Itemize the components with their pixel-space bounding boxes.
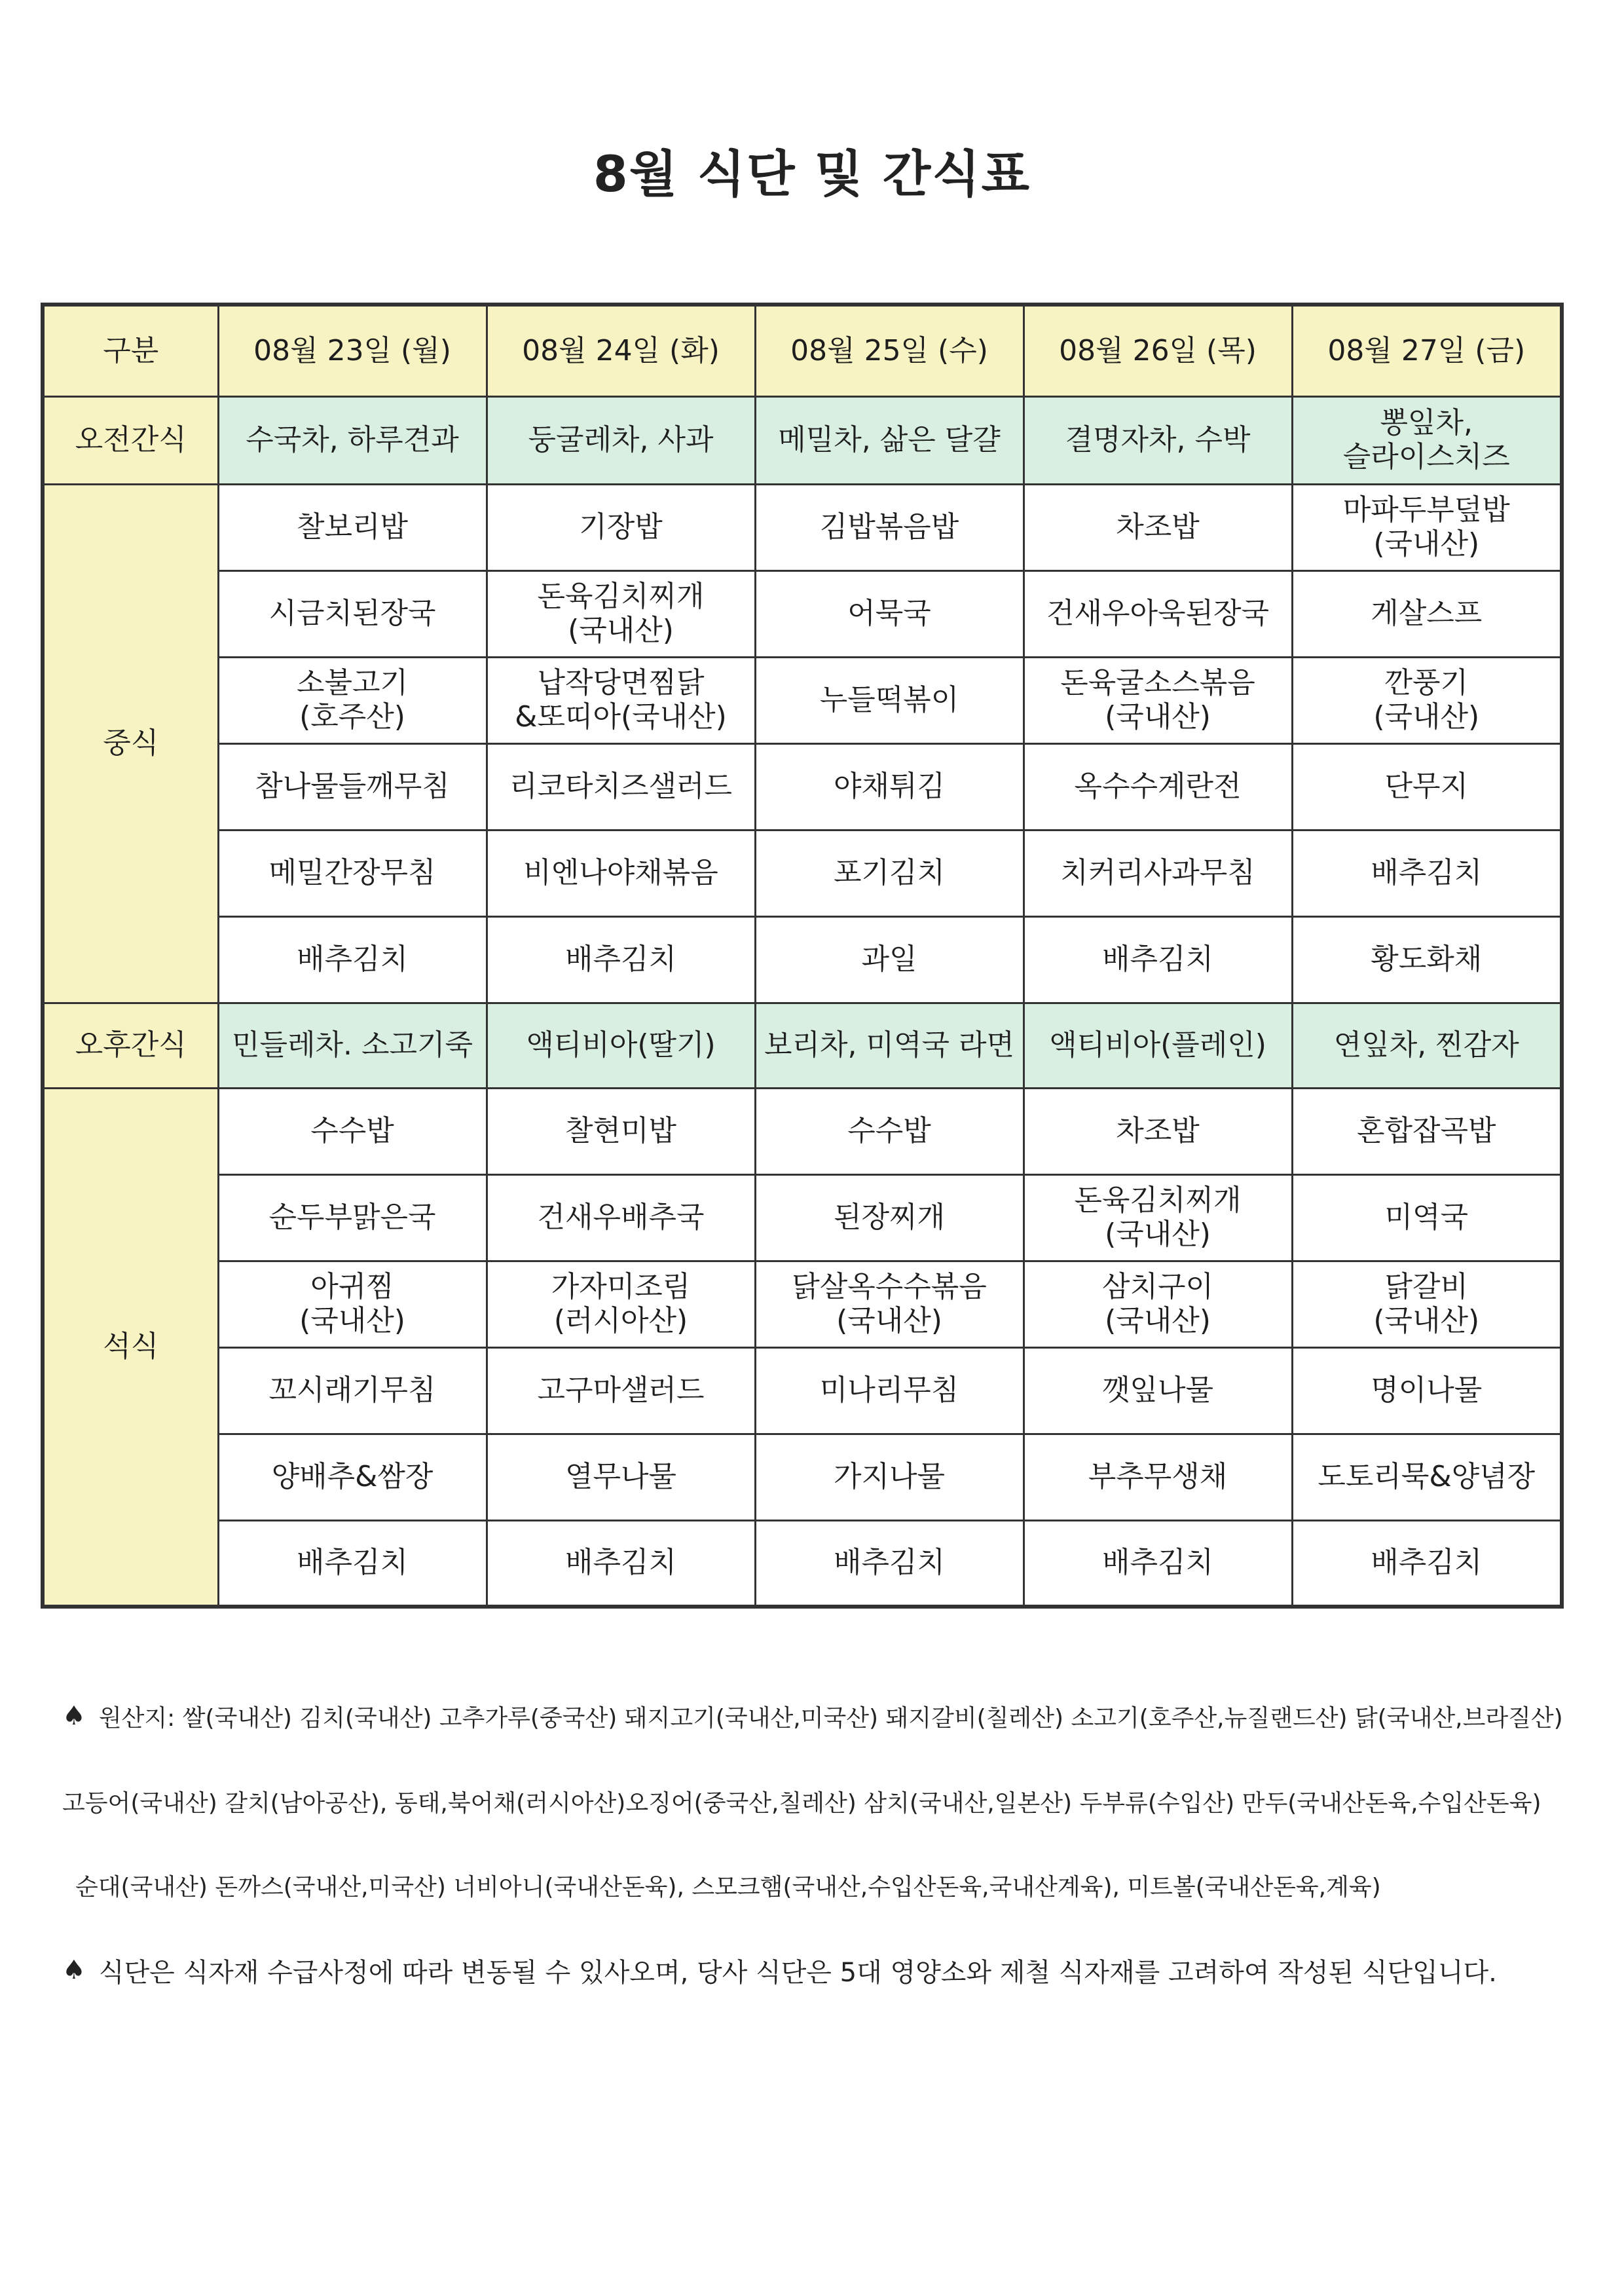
- lunch-cell: [218, 570, 487, 657]
- dinner-cell: [1292, 1088, 1562, 1174]
- lunch-cell: [1292, 657, 1562, 743]
- dish-text: 닭살옥수수볶음: [792, 1270, 987, 1303]
- lunch-cell: [1024, 830, 1292, 916]
- morning-snack-label: 오전간식: [43, 396, 218, 484]
- dish-text: (국내산): [1105, 1304, 1211, 1337]
- dish-text: 배추김치: [564, 942, 676, 976]
- dish-text: 가자미조림: [551, 1270, 691, 1303]
- afternoon-snack-cell: 보리차, 미역국 라면: [755, 1003, 1024, 1088]
- day-header: 08월 27일 (금): [1292, 305, 1562, 396]
- dish-text: 야채튀김: [833, 770, 945, 803]
- afternoon-snack-cell: 민들레차. 소고기죽: [218, 1003, 487, 1088]
- afternoon-snack-row: [43, 1003, 1562, 1088]
- dish-text: 어묵국: [847, 597, 931, 630]
- origin-text-1: 원산지: 쌀(국내산) 김치(국내산) 고추가루(중국산) 돼지고기(국내산,미국산) 돼지갈비(칠레산) 소고기(호주산,뉴질랜드산) 닭(국내산,브라질산): [98, 1704, 1563, 1732]
- dish-text: 아귀찜: [310, 1270, 394, 1303]
- dish-text: 깻잎나물: [1101, 1373, 1213, 1407]
- dish-text: (국내산): [1105, 700, 1211, 734]
- dish-text: 꼬시래기무침: [268, 1373, 436, 1407]
- dinner-row: [43, 1347, 1562, 1434]
- dish-text: 소불고기: [296, 666, 408, 700]
- dish-text: 돈육김치찌개: [537, 580, 705, 613]
- dinner-row: [43, 1520, 1562, 1607]
- dish-text: 단무지: [1384, 770, 1468, 803]
- dish-text: 혼합잡곡밥: [1356, 1114, 1496, 1148]
- dinner-cell: [487, 1347, 755, 1434]
- lunch-cell: [218, 830, 487, 916]
- dish-text: 메밀간장무침: [268, 856, 436, 889]
- dish-text: (호주산): [299, 700, 405, 734]
- dish-text: 배추김치: [1101, 942, 1213, 976]
- dish-text: 황도화채: [1371, 942, 1483, 976]
- dish-text: 배추김치: [833, 1546, 945, 1580]
- afternoon-snack-label: 오후간식: [43, 1003, 218, 1088]
- lunch-cell: [1024, 916, 1292, 1003]
- day-header: 08월 24일 (화): [487, 305, 755, 396]
- lunch-cell: [487, 484, 755, 570]
- dinner-label: 석식: [43, 1088, 218, 1607]
- page-title: 8월 식단 및 간식표: [593, 145, 1031, 203]
- lunch-cell: [1024, 743, 1292, 830]
- dish-text: 치커리사과무침: [1060, 856, 1255, 889]
- header-row: [43, 305, 1562, 396]
- dish-text: 배추김치: [1371, 1546, 1483, 1580]
- dish-text: 납작당면찜닭: [537, 666, 705, 700]
- lunch-cell: [1024, 570, 1292, 657]
- dish-text: 도토리묵&양념장: [1318, 1460, 1536, 1493]
- origin-text-2: 고등어(국내산) 갈치(남아공산), 동태,북어채(러시아산)오징어(중국산,칠레산) 삼치(국내산,일본산) 두부류(수입산) 만두(국내산돈육,수입산돈육): [62, 1789, 1541, 1817]
- lunch-cell: [487, 570, 755, 657]
- lunch-cell: [218, 484, 487, 570]
- dish-text: 배추김치: [1101, 1546, 1213, 1580]
- dish-text: 수수밥: [310, 1114, 394, 1148]
- dish-text: (국내산): [299, 1304, 405, 1337]
- day-header: 08월 26일 (목): [1024, 305, 1292, 396]
- dinner-cell: [1292, 1261, 1562, 1347]
- origin-text-3: 순대(국내산) 돈까스(국내산,미국산) 너비아니(국내산돈육), 스모크햄(국내산,수입산돈육,국내산계육), 미트볼(국내산돈육,계육): [75, 1873, 1381, 1901]
- origin-note-line-2: [62, 1782, 1541, 1821]
- dish-text: &또띠아(국내산): [515, 700, 727, 734]
- lunch-cell: [755, 570, 1024, 657]
- dinner-row: [43, 1088, 1562, 1174]
- afternoon-snack-cell: 액티비아(딸기): [487, 1003, 755, 1088]
- dish-text: 열무나물: [564, 1460, 676, 1493]
- dinner-cell: [755, 1088, 1024, 1174]
- lunch-label: 중식: [43, 484, 218, 1003]
- dinner-cell: [487, 1434, 755, 1520]
- dish-text: (국내산): [1373, 700, 1480, 734]
- dish-text: 삼치구이: [1101, 1270, 1213, 1303]
- dinner-cell: [755, 1520, 1024, 1607]
- dinner-cell: [1024, 1261, 1292, 1347]
- dish-text: 배추김치: [1371, 856, 1483, 889]
- dinner-row: [43, 1174, 1562, 1261]
- dish-text: 시금치된장국: [268, 597, 436, 630]
- lunch-cell: [487, 657, 755, 743]
- dinner-cell: [755, 1261, 1024, 1347]
- dish-text: (국내산): [836, 1304, 942, 1337]
- lunch-cell: [487, 916, 755, 1003]
- dish-text: 포기김치: [833, 856, 945, 889]
- dish-text: (국내산): [1373, 1304, 1480, 1337]
- dinner-cell: [487, 1261, 755, 1347]
- dish-text: 배추김치: [296, 942, 408, 976]
- dish-text: 참나물들깨무침: [255, 770, 450, 803]
- lunch-cell: [218, 743, 487, 830]
- dinner-cell: [218, 1088, 487, 1174]
- dish-text: 배추김치: [296, 1546, 408, 1580]
- origin-note-line-3: [75, 1865, 1381, 1905]
- dish-text: 마파두부덮밥: [1342, 493, 1510, 527]
- dish-text: 된장찌개: [833, 1201, 945, 1234]
- header-label: 구분: [43, 305, 218, 396]
- dish-text: 건새우배추국: [537, 1201, 705, 1234]
- lunch-cell: [1292, 830, 1562, 916]
- morning-snack-row: [43, 396, 1562, 484]
- dish-text: 부추무생채: [1088, 1460, 1228, 1493]
- disclaimer-text: 식단은 식자재 수급사정에 따라 변동될 수 있사오며, 당사 식단은 5대 영양소와 제철 식자재를 고려하여 작성된 식단입니다.: [98, 1957, 1497, 1988]
- dish-text: 옥수수계란전: [1074, 770, 1242, 803]
- lunch-cell: [755, 830, 1024, 916]
- dish-text: 순두부맑은국: [268, 1201, 436, 1234]
- morning-snack-cell: 둥굴레차, 사과: [487, 396, 755, 484]
- dish-text: 미나리무침: [819, 1373, 959, 1407]
- dish-text: 돈육김치찌개: [1074, 1184, 1242, 1217]
- lunch-row: [43, 916, 1562, 1003]
- dinner-cell: [1292, 1520, 1562, 1607]
- dinner-cell: [218, 1434, 487, 1520]
- lunch-row: [43, 657, 1562, 743]
- dish-text: 차조밥: [1116, 510, 1200, 544]
- lunch-row: [43, 484, 1562, 570]
- dish-text: 명이나물: [1371, 1373, 1483, 1407]
- dish-text: (국내산): [568, 614, 674, 647]
- afternoon-snack-cell: 액티비아(플레인): [1024, 1003, 1292, 1088]
- day-header: 08월 25일 (수): [755, 305, 1024, 396]
- dinner-cell: [487, 1174, 755, 1261]
- dish-text: 리코타치즈샐러드: [509, 770, 733, 803]
- dish-text: (러시아산): [553, 1304, 688, 1337]
- lunch-cell: [1024, 657, 1292, 743]
- dinner-cell: [1292, 1347, 1562, 1434]
- dish-text: 양배추&쌈장: [271, 1460, 434, 1493]
- dinner-cell: [1024, 1434, 1292, 1520]
- lunch-cell: [1292, 916, 1562, 1003]
- dinner-cell: [218, 1174, 487, 1261]
- lunch-cell: [218, 657, 487, 743]
- dinner-cell: [487, 1088, 755, 1174]
- lunch-cell: [755, 484, 1024, 570]
- lunch-cell: [1292, 484, 1562, 570]
- dinner-cell: [1292, 1434, 1562, 1520]
- morning-snack-cell: 메밀차, 삶은 달걀: [755, 396, 1024, 484]
- lunch-row: [43, 743, 1562, 830]
- dinner-cell: [1292, 1174, 1562, 1261]
- lunch-row: [43, 570, 1562, 657]
- dish-text: 건새우아욱된장국: [1046, 597, 1270, 630]
- dish-text: 비엔나야채볶음: [523, 856, 718, 889]
- menu-table: [41, 303, 1564, 1609]
- dinner-cell: [1024, 1347, 1292, 1434]
- dinner-row: [43, 1434, 1562, 1520]
- dish-text: 김밥볶음밥: [819, 510, 959, 544]
- origin-note-line-1: [62, 1696, 1563, 1736]
- dish-text: (국내산): [1105, 1218, 1211, 1251]
- dish-text: 배추김치: [564, 1546, 676, 1580]
- afternoon-snack-cell: 연잎차, 찐감자: [1292, 1003, 1562, 1088]
- dish-text: 미역국: [1384, 1201, 1468, 1234]
- dish-text: 누들떡볶이: [819, 683, 959, 717]
- dish-text: 찰현미밥: [564, 1114, 676, 1148]
- dish-text: 가지나물: [833, 1460, 945, 1493]
- dinner-cell: [218, 1520, 487, 1607]
- lunch-row: [43, 830, 1562, 916]
- day-header: 08월 23일 (월): [218, 305, 487, 396]
- dinner-cell: [755, 1434, 1024, 1520]
- lunch-cell: [487, 830, 755, 916]
- dish-text: 과일: [861, 942, 917, 976]
- dinner-cell: [1024, 1088, 1292, 1174]
- morning-snack-cell: 뽕잎차, 슬라이스치즈: [1292, 396, 1562, 484]
- morning-snack-cell: 수국차, 하루견과: [218, 396, 487, 484]
- dinner-cell: [218, 1261, 487, 1347]
- dinner-cell: [1024, 1520, 1292, 1607]
- lunch-cell: [487, 743, 755, 830]
- lunch-cell: [755, 916, 1024, 1003]
- disclaimer-line: [62, 1950, 1497, 1990]
- lunch-cell: [218, 916, 487, 1003]
- dish-text: 차조밥: [1116, 1114, 1200, 1148]
- dish-text: 수수밥: [847, 1114, 931, 1148]
- dish-text: (국내산): [1373, 527, 1480, 561]
- dish-text: 찰보리밥: [296, 510, 408, 544]
- lunch-cell: [755, 657, 1024, 743]
- lunch-cell: [1292, 570, 1562, 657]
- dish-text: 게살스프: [1371, 597, 1483, 630]
- dinner-cell: [487, 1520, 755, 1607]
- dinner-cell: [1024, 1174, 1292, 1261]
- dinner-cell: [755, 1347, 1024, 1434]
- dish-text: 닭갈비: [1384, 1270, 1468, 1303]
- dinner-cell: [218, 1347, 487, 1434]
- morning-snack-cell: 결명자차, 수박: [1024, 396, 1292, 484]
- lunch-cell: [755, 743, 1024, 830]
- lunch-cell: [1024, 484, 1292, 570]
- spade-icon: ♠: [62, 1701, 86, 1731]
- dish-text: 돈육굴소스볶음: [1060, 666, 1255, 700]
- spade-icon: ♠: [62, 1955, 86, 1985]
- dish-text: 깐풍기: [1384, 666, 1468, 700]
- dinner-row: [43, 1261, 1562, 1347]
- dish-text: 고구마샐러드: [537, 1373, 705, 1407]
- dish-text: 기장밥: [579, 510, 663, 544]
- lunch-cell: [1292, 743, 1562, 830]
- dinner-cell: [755, 1174, 1024, 1261]
